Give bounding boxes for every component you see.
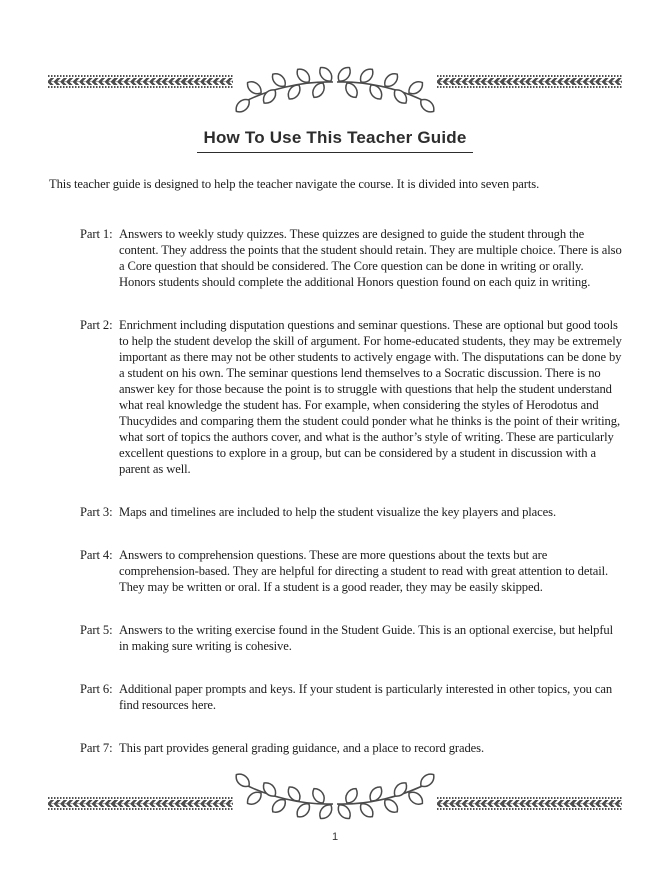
intro-paragraph: This teacher guide is designed to help the teacher navigate the course. It is divided into seven parts. bbox=[49, 177, 540, 191]
part-1-label: Part 1: bbox=[80, 227, 113, 241]
chevron-border-band-left bbox=[48, 797, 233, 810]
page-title: How To Use This Teacher Guide bbox=[197, 128, 472, 153]
top-decorative-border bbox=[48, 75, 622, 88]
part-4-label: Part 4: bbox=[80, 548, 113, 562]
part-7-paragraph bbox=[49, 740, 622, 756]
chevron-border-band-left bbox=[48, 75, 233, 88]
laurel-vine-ornament-icon bbox=[235, 770, 435, 820]
title-container bbox=[0, 128, 670, 153]
part-2-text: Enrichment including disputation questions and seminar questions. These are optional but good tools to help the student develop the skill of argument. For home-educated students, they may be extremely important as there may not be other students to actively engage with. The disputations can be done by a student on his own. The seminar questions lend themselves to a Socratic discussion. There is no answer key for those because the point is to struggle with questions that help the student understand what real knowledge the student has. For example, when considering the styles of Herodotus and Thucydides and comparing them the student could ponder what he thinks is the point of their writing, what sort of topics the authors cover, and what is the author’s style of writing. These are particularly excellent questions to explore in a group, but can be considered by a student in discussion with a parent as well. bbox=[119, 318, 622, 476]
part-7-label: Part 7: bbox=[80, 741, 113, 755]
part-3-text: Maps and timelines are included to help the student visualize the key players and places. bbox=[119, 505, 556, 519]
part-3-label: Part 3: bbox=[80, 505, 113, 519]
chevron-border-band-right bbox=[437, 75, 622, 88]
dotted-rule bbox=[437, 797, 622, 799]
part-1-paragraph bbox=[49, 226, 622, 290]
part-5-paragraph bbox=[49, 622, 622, 654]
part-2-label: Part 2: bbox=[80, 318, 113, 332]
chevron-braid-pattern bbox=[48, 800, 233, 807]
dotted-rule bbox=[48, 86, 233, 88]
part-2-paragraph bbox=[49, 317, 622, 477]
chevron-braid-pattern bbox=[48, 78, 233, 85]
part-6-label: Part 6: bbox=[80, 682, 113, 696]
dotted-rule bbox=[48, 808, 233, 810]
dotted-rule bbox=[48, 75, 233, 77]
part-6-paragraph bbox=[49, 681, 622, 713]
bottom-decorative-border bbox=[48, 797, 622, 810]
part-4-paragraph bbox=[49, 547, 622, 595]
chevron-braid-pattern bbox=[437, 800, 622, 807]
part-3-paragraph bbox=[49, 504, 622, 520]
part-6-text: Additional paper prompts and keys. If your student is particularly interested in other topics, you can find resources here. bbox=[119, 682, 613, 712]
chevron-braid-pattern bbox=[437, 78, 622, 85]
part-7-text: This part provides general grading guidance, and a place to record grades. bbox=[119, 741, 485, 755]
page-number: 1 bbox=[331, 831, 339, 843]
document-body bbox=[49, 176, 622, 756]
part-5-text: Answers to the writing exercise found in the Student Guide. This is an optional exercise, but helpful in making sure writing is cohesive. bbox=[119, 623, 614, 653]
part-5-label: Part 5: bbox=[80, 623, 113, 637]
laurel-vine-ornament-icon bbox=[235, 66, 435, 116]
dotted-rule bbox=[437, 808, 622, 810]
dotted-rule bbox=[48, 797, 233, 799]
part-1-text: Answers to weekly study quizzes. These quizzes are designed to guide the student through the content. They address the points that the student should retain. They are multiple choice. There is also a Core question that should be considered. The Core question can be done in writing or orally. Honors students should complete the additional Honors question found on each quiz in writing. bbox=[119, 227, 622, 289]
chevron-border-band-right bbox=[437, 797, 622, 810]
dotted-rule bbox=[437, 86, 622, 88]
dotted-rule bbox=[437, 75, 622, 77]
part-4-text: Answers to comprehension questions. These are more questions about the texts but are comprehension-based. They are helpful for directing a student to read with great attention to detail. They may be written or oral. If a student is a good reader, they may be easily skipped. bbox=[119, 548, 609, 594]
